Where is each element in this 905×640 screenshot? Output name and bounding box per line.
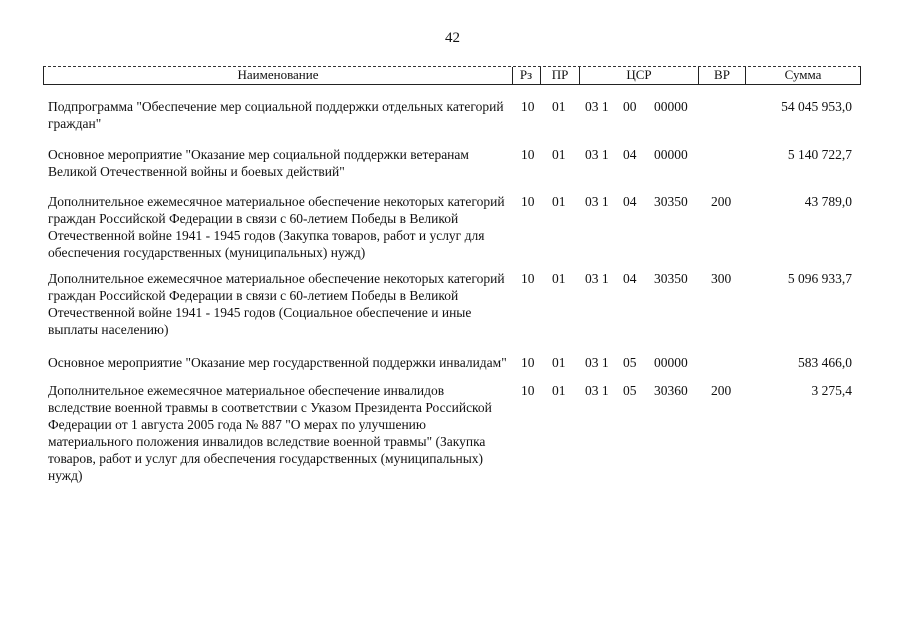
row-csr-direction: 00000 <box>654 355 688 370</box>
row-sum: 5 096 933,7 <box>787 271 852 286</box>
row-csr-event: 05 <box>623 355 637 370</box>
row-csr-direction: 30350 <box>654 194 688 209</box>
row-csr-direction: 00000 <box>654 99 688 114</box>
table-row <box>0 270 905 338</box>
row-csr-program: 03 1 <box>585 99 609 114</box>
row-csr-event: 04 <box>623 194 637 209</box>
row-pr: 01 <box>552 383 566 398</box>
row-rz: 10 <box>521 355 535 370</box>
row-name: Основное мероприятие "Оказание мер государственной поддержки инвалидам" <box>48 355 507 370</box>
row-sum: 583 466,0 <box>798 355 852 370</box>
row-name: Дополнительное ежемесячное материальное обеспечение некоторых категорий граждан Российской Федерации в связи с 60-летием Победы в Великой Отечественной войне 1941 - 1945 годов (Закупка товаров, работ и услуг для обеспечения государственных (муниципальных) нужд) <box>48 194 505 260</box>
row-rz: 10 <box>521 194 535 209</box>
row-csr-event: 04 <box>623 271 637 286</box>
row-vr: 300 <box>711 271 732 286</box>
row-vr: 200 <box>711 194 732 209</box>
row-rz: 10 <box>521 271 535 286</box>
row-pr: 01 <box>552 355 566 370</box>
row-pr: 01 <box>552 271 566 286</box>
header-vr: ВР <box>699 67 746 84</box>
row-csr-direction: 00000 <box>654 147 688 162</box>
row-csr-event: 04 <box>623 147 637 162</box>
table-row <box>0 354 905 371</box>
table-row <box>0 98 905 132</box>
row-csr-program: 03 1 <box>585 147 609 162</box>
row-rz: 10 <box>521 99 535 114</box>
row-sum: 5 140 722,7 <box>787 147 852 162</box>
row-csr-event: 05 <box>623 383 637 398</box>
row-sum: 3 275,4 <box>811 383 852 398</box>
row-csr-program: 03 1 <box>585 355 609 370</box>
row-csr-direction: 30350 <box>654 271 688 286</box>
header-name: Наименование <box>44 67 513 84</box>
row-name: Дополнительное ежемесячное материальное обеспечение некоторых категорий граждан Российской Федерации в связи с 60-летием Победы в Великой Отечественной войне 1941 - 1945 годов (Социальное обеспечение и иные выплаты населению) <box>48 271 505 337</box>
row-sum: 43 789,0 <box>804 194 852 209</box>
row-csr-program: 03 1 <box>585 271 609 286</box>
row-pr: 01 <box>552 147 566 162</box>
row-name: Подпрограмма "Обеспечение мер социальной поддержки отдельных категорий граждан" <box>48 99 504 131</box>
header-csr: ЦСР <box>580 67 699 84</box>
row-rz: 10 <box>521 147 535 162</box>
row-csr-direction: 30360 <box>654 383 688 398</box>
row-csr-event: 00 <box>623 99 637 114</box>
row-pr: 01 <box>552 99 566 114</box>
header-sum: Сумма <box>784 67 822 82</box>
row-csr-program: 03 1 <box>585 383 609 398</box>
table-body <box>0 98 905 498</box>
page-number: 42 <box>445 30 460 46</box>
table-row <box>0 382 905 484</box>
row-sum: 54 045 953,0 <box>781 99 852 114</box>
row-name: Основное мероприятие "Оказание мер социальной поддержки ветеранам Великой Отечественной войны и боевых действий" <box>48 147 469 179</box>
row-csr-program: 03 1 <box>585 194 609 209</box>
header-pr: ПР <box>541 67 580 84</box>
row-name: Дополнительное ежемесячное материальное обеспечение инвалидов вследствие военной травмы в соответствии с Указом Президента Российской Федерации от 1 августа 2005 года № 887 "О мерах по улучшению материального положения инвалидов вследствие военной травмы" (Закупка товаров, работ и услуг для обеспечения государственных (муниципальных) нужд) <box>48 383 492 483</box>
header-rz: Рз <box>512 67 541 84</box>
row-vr: 200 <box>711 383 732 398</box>
table-row <box>0 146 905 180</box>
table-header <box>43 66 861 85</box>
table-row <box>0 193 905 261</box>
row-pr: 01 <box>552 194 566 209</box>
row-rz: 10 <box>521 383 535 398</box>
